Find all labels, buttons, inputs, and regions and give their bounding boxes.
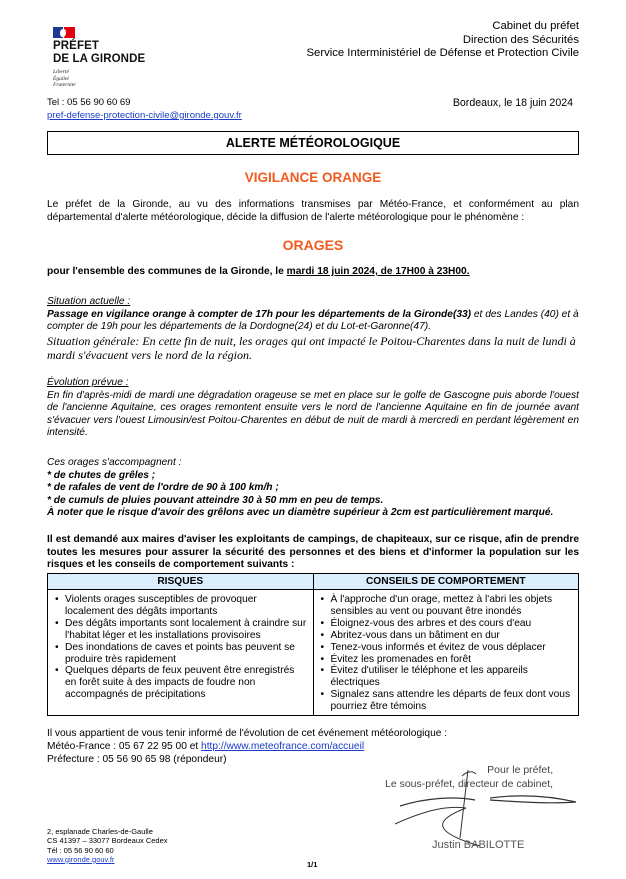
advice-item-text: Signalez sans attendre les départs de feux dont vous pourriez être témoins: [330, 689, 571, 713]
bullet-icon: •: [320, 641, 325, 653]
document-date: Bordeaux, le 18 juin 2024: [452, 97, 573, 109]
signature-line1: Pour le préfet,: [487, 764, 554, 776]
risks-advice-table: [47, 573, 579, 716]
accompaniment-note: À noter que le risque d'avoir des grêlons avec un diamètre supérieur à 2cm est particulièrement marqué.: [47, 507, 554, 518]
intro-paragraph: Le préfet de la Gironde, au vu des informations transmises par Météo-France, et conformément au plan départemental d'alerte météorologique, décide la diffusion de l'alerte météorologique pour le phénomène :: [47, 199, 579, 223]
advice-item-text: Tenez-vous informés et évitez de vous déplacer: [330, 641, 546, 653]
risk-item-text: Des inondations de caves et points bas peuvent se produire très rapidement: [65, 641, 295, 665]
advice-item: [318, 642, 575, 654]
logo-title-line1: PRÉFET: [53, 40, 99, 52]
office-line2: Direction des Sécurités: [462, 33, 579, 46]
footer-address1: 2, esplanade Charles-de-Gaulle: [47, 827, 153, 836]
mayors-notice: Il est demandé aux maires d'aviser les exploitants de campings, de chapiteaux, sur ce risque, afin de prendre toutes les mesures pour assurer la sécurité des personnes et des biens et d'informer la population sur les risques et les conseils de comportement suivants :: [47, 534, 579, 570]
bullet-icon: •: [320, 689, 325, 701]
office-line1: Cabinet du préfet: [492, 20, 579, 32]
advice-item-text: Abritez-vous dans un bâtiment en dur: [330, 629, 500, 641]
risks-cell: [48, 590, 314, 716]
risk-item: [52, 665, 309, 701]
contact-email-link[interactable]: pref-defense-protection-civile@gironde.gouv.fr: [47, 110, 242, 121]
vigilance-level: VIGILANCE ORANGE: [244, 170, 382, 185]
info-section: [47, 727, 579, 766]
motto-egalite: Égalité: [53, 75, 69, 82]
bullet-icon: •: [320, 653, 325, 665]
situation-bold: Passage en vigilance orange à compter de 17h pour les départements de la Gironde(33): [47, 308, 472, 320]
bullet-icon: •: [320, 617, 325, 629]
meteofrance-link[interactable]: http://www.meteofrance.com/accueil: [201, 741, 365, 752]
info-line: Il vous appartient de vous tenir informé de l'évolution de cet événement météorologique :: [47, 728, 448, 739]
bullet-icon: •: [320, 594, 325, 605]
risk-item-text: Des dégâts importants sont localement à craindre sur l'habitat léger et les installations provisoires: [65, 617, 307, 641]
advice-item: [318, 618, 575, 630]
contact-phone: Tel : 05 56 90 60 69: [47, 97, 131, 108]
evolution-text: En fin d'après-midi de mardi une dégradation orageuse se met en place sur le golfe de Gascogne puis aborde l'ouest de l'ancienne Aquitaine, ces orages remontent ensuite vers le nord de l'ancienne Aquitaine en fin de journée avant s'évacuer vers l'ouest Limousin/est Poitou-Charentes en début de nuit de mardi à mercredi en perdant légèrement en intensité.: [47, 389, 579, 438]
bullet-icon: •: [55, 617, 59, 629]
advice-item: [318, 689, 575, 713]
motto-fraternite: Fraternité: [53, 82, 76, 88]
prefecture-phone: Préfecture : 05 56 90 65 98 (répondeur): [47, 754, 227, 765]
footer-address2: CS 41397 – 33077 Bordeaux Cedex: [47, 836, 168, 846]
issuing-office: [307, 20, 580, 61]
accompaniment-intro: Ces orages s'accompagnent :: [47, 457, 182, 468]
advice-item: [318, 630, 575, 642]
advice-list: [318, 594, 575, 713]
bullet-icon: •: [320, 629, 325, 641]
scope-period: mardi 18 juin 2024, de 17H00 à 23H00.: [286, 266, 470, 277]
bullet-icon: •: [55, 594, 59, 605]
advice-item: [318, 665, 575, 689]
advice-item-text: À l'approche d'un orage, mettez à l'abri les objets sensibles au vent ou pouvant être inondés: [330, 594, 553, 617]
advice-item: [318, 654, 575, 666]
advice-item: [318, 594, 575, 618]
accompaniment-section: [47, 457, 579, 520]
advice-item-text: Évitez d'utiliser le téléphone et les appareils électriques: [330, 665, 528, 689]
marianne-flag-icon: [53, 27, 75, 38]
situation-rest: et des Landes (40) et à compter de 19h pour les départements de la Dordogne(24) et du Lot-et-Garonne(47).: [47, 308, 579, 332]
footer-address: [47, 827, 168, 864]
phenomenon-title: ORAGES: [282, 237, 344, 253]
meteo-phone: Météo-France : 05 67 22 95 00 et: [47, 741, 202, 752]
bullet-icon: •: [55, 641, 59, 653]
risk-item-text: Quelques départs de feux peuvent être enregistrés en forêt suite à des impacts de foudre non accompagnés de précipitations: [65, 665, 295, 701]
office-line3: Service Interministériel de Défense et Protection Civile: [306, 47, 579, 59]
bullet-icon: •: [55, 665, 59, 677]
footer-website-link[interactable]: www.gironde.gouv.fr: [47, 854, 115, 864]
advice-item-text: Évitez les promenades en forêt: [330, 653, 471, 665]
republic-motto: [53, 69, 76, 89]
situation-section: [47, 296, 579, 362]
situation-general: Situation générale: En cette fin de nuit, les orages qui ont impacté le Poitou-Charentes dans la nuit de lundi à mardi s'évacuent vers le nord de la région.: [47, 333, 576, 362]
accompaniment-item: * de rafales de vent de l'ordre de 90 à 100 km/h ;: [47, 482, 279, 493]
scope-line: [47, 266, 579, 279]
logo-title-line2: DE LA GIRONDE: [53, 52, 146, 65]
motto-liberte: Liberté: [53, 69, 69, 75]
advice-header: CONSEILS DE COMPORTEMENT: [313, 574, 579, 590]
advice-item-text: Éloignez-vous des arbres et des cours d'eau: [330, 617, 532, 629]
evolution-section: [47, 377, 579, 440]
scope-prefix: pour l'ensemble des communes de la Gironde, le: [47, 266, 287, 277]
evolution-heading: Évolution prévue :: [47, 377, 129, 388]
risk-item: [52, 642, 309, 666]
prefecture-logo-title: [53, 40, 145, 65]
advice-cell: [313, 590, 579, 716]
footer-tel: Tél : 05 56 90 60 60: [47, 845, 114, 855]
signatory-name: Justin BABILOTTE: [432, 839, 525, 851]
page-number: 1/1: [307, 860, 318, 869]
bullet-icon: •: [320, 665, 325, 677]
signature-line2: Le sous-préfet, directeur de cabinet,: [385, 778, 554, 790]
accompaniment-item: * de chutes de grêles ;: [47, 469, 156, 481]
handwritten-signature-icon: [380, 768, 580, 848]
accompaniment-item: * de cumuls de pluies pouvant atteindre 30 à 50 mm en peu de temps.: [47, 494, 384, 506]
risks-header: RISQUES: [48, 574, 314, 590]
risk-item: [52, 594, 309, 618]
risks-list: [52, 594, 309, 701]
document-title: ALERTE MÉTÉOROLOGIQUE: [47, 131, 579, 155]
risk-item-text: Violents orages susceptibles de provoquer localement des dégâts importants: [65, 594, 257, 617]
risk-item: [52, 618, 309, 642]
situation-heading: Situation actuelle :: [47, 296, 131, 307]
